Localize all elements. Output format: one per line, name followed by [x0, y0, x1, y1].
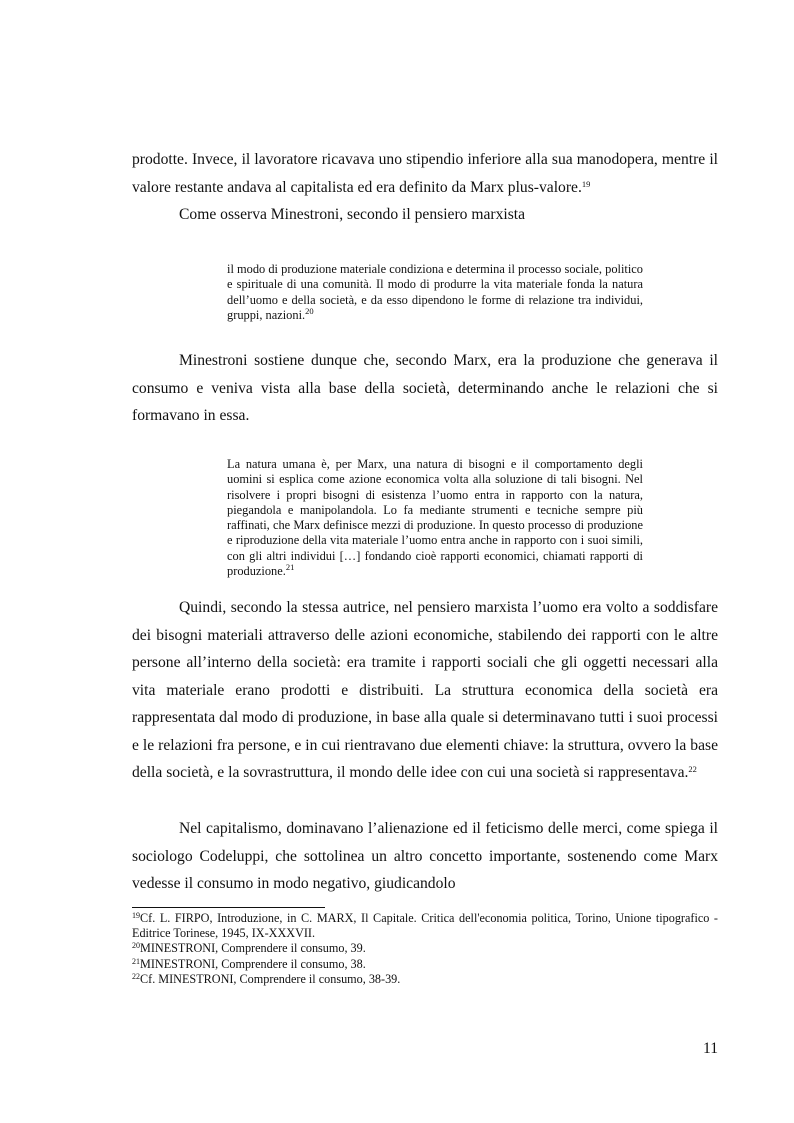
footnote-ref-21: 21: [285, 562, 295, 573]
paragraph-minestroni-intro: Come osserva Minestroni, secondo il pensiero marxista: [179, 206, 526, 223]
block-quote-2: La natura umana è, per Marx, una natura di bisogni e il comportamento degli uomini si esplica come azione economica volta alla soluzione di tali bisogni. Nel risolvere i propri bisogni di esistenza l’uomo entra in rapporto con la natura, piegandola e manipolandola. Lo fa mediante strumenti e tecniche sempre più raffinati, che Marx definisce mezzi di produzione. In questo processo di produzione e riproduzione della vita materiale l’uomo entra anche in rapporto con i suoi simili, con gli altri individui […] fondando cioè rapporti economici, chiamati rapporti di produzione.$^{21}$: [227, 457, 643, 579]
page-number: 11: [702, 1040, 718, 1057]
paragraph-plus-valore: prodotte. Invece, il lavoratore ricavava uno stipendio inferiore alla sua manodopera, mentre il valore restante andava al capitalista ed era definito da Marx plus-valore.$^{19}$: [132, 151, 718, 196]
footnote-ref-19: 19: [581, 178, 591, 189]
block-quote-1: il modo di produzione materiale condiziona e determina il processo sociale, politico e spirituale di una comunità. Il modo di produrre la vita materiale fonda la natura dell’uomo e della società, e da esso dipendono le forme di relazione tra individui, gruppi, nazioni.$^{20}$: [227, 262, 643, 322]
footnote-19: $^{19}$Cf. L. FIRPO, Introduzione, in C. MARX, Il Capitale. Critica dell'economia politica, Torino, Unione tipografico - Editrice Torinese, 1945, IX-XXXVII.: [132, 911, 718, 941]
footnotes: [132, 911, 718, 987]
footnote-ref-22: 22: [688, 764, 697, 774]
paragraph-capitalismo: Nel capitalismo, dominavano l’alienazione ed il feticismo delle merci, come spiega il sociologo Codeluppi, che sottolinea un altro concetto importante, sostenendo come Marx vedesse il consumo in modo negativo, giudicandolo: [132, 820, 718, 892]
paragraph-struttura-sovrastruttura: Quindi, secondo la stessa autrice, nel pensiero marxista l’uomo era volto a soddisfare dei bisogni materiali attraverso delle azioni economiche, stabilendo dei rapporti con le altre persone all’interno della società: era tramite i rapporti sociali che gli oggetti necessari alla vita materiale erano prodotti e distribuiti. La struttura economica della società era rappresentata dal modo di produzione, in base alla quale si determinavano tutti i suoi processi e le relazioni fra persone, e in cui rientravano due elementi chiave: la struttura, ovvero la base della società, e la sovrastruttura, il mondo delle idee con cui una società si rappresentava.$^{22}$: [132, 599, 718, 781]
footnote-20: $^{20}$MINESTRONI, Comprendere il consumo, 39.: [132, 941, 366, 956]
paragraph-produzione-consumo: Minestroni sostiene dunque che, secondo Marx, era la produzione che generava il consumo e veniva vista alla base della società, determinando anche le relazioni che si formavano in essa.: [132, 352, 718, 424]
footnote-22: $^{22}$Cf. MINESTRONI, Comprendere il consumo, 38-39.: [132, 971, 401, 986]
footnote-21: $^{21}$MINESTRONI, Comprendere il consumo, 38.: [132, 956, 366, 971]
footnote-separator: [132, 907, 325, 908]
footnote-ref-20: 20: [305, 305, 314, 316]
